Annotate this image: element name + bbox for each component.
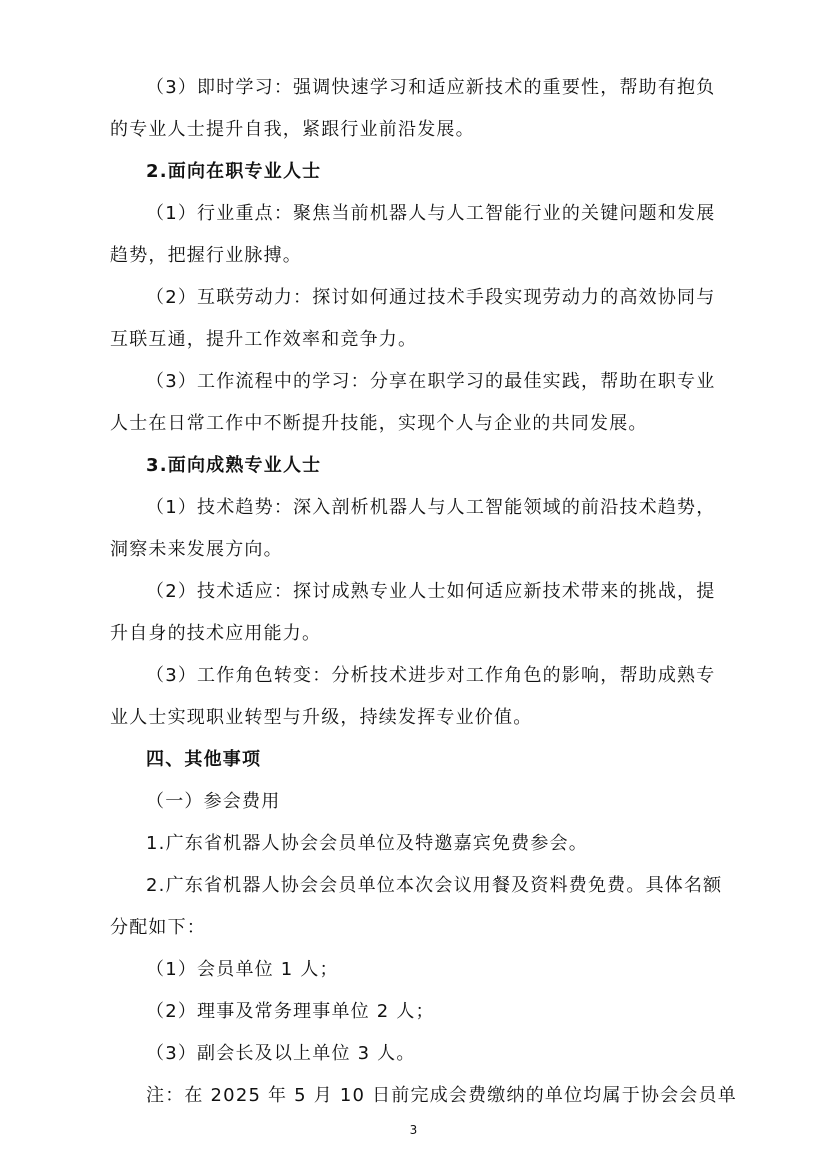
paragraph-line: （3）副会长及以上单位 3 人。 [146, 1043, 416, 1064]
paragraph-line: （一）参会费用 [146, 791, 281, 812]
paragraph-line: （3）工作流程中的学习：分享在职学习的最佳实践，帮助在职专业 [146, 371, 716, 392]
chapter-heading: 四、其他事项 [146, 749, 262, 770]
paragraph-line: 升自身的技术应用能力。 [110, 623, 322, 644]
paragraph-line: （1）会员单位 1 人； [146, 959, 339, 980]
paragraph-line: 分配如下： [110, 917, 206, 938]
paragraph-line: （1）技术趋势：深入剖析机器人与人工智能领域的前沿技术趋势， [146, 497, 716, 518]
paragraph-line: 注：在 2025 年 5 月 10 日前完成会费缴纳的单位均属于协会会员单 [146, 1085, 737, 1106]
section-heading: 2.面向在职专业人士 [146, 161, 322, 182]
page-number: 3 [409, 1123, 418, 1137]
paragraph-line: （3）工作角色转变：分析技术进步对工作角色的影响，帮助成熟专 [146, 665, 716, 686]
paragraph-line: 业人士实现职业转型与升级，持续发挥专业价值。 [110, 707, 533, 728]
paragraph-line: 的专业人士提升自我，紧跟行业前沿发展。 [110, 119, 475, 140]
paragraph-line: 互联互通，提升工作效率和竞争力。 [110, 329, 418, 350]
paragraph-line: （1）行业重点：聚焦当前机器人与人工智能行业的关键问题和发展 [146, 203, 716, 224]
paragraph-line: 趋势，把握行业脉搏。 [110, 245, 302, 266]
paragraph-line: 1.广东省机器人协会会员单位及特邀嘉宾免费参会。 [146, 833, 588, 854]
paragraph-line: （2）互联劳动力：探讨如何通过技术手段实现劳动力的高效协同与 [146, 287, 716, 308]
paragraph-line: （2）技术适应：探讨成熟专业人士如何适应新技术带来的挑战，提 [146, 581, 716, 602]
paragraph-line: 2.广东省机器人协会会员单位本次会议用餐及资料费免费。具体名额 [146, 875, 723, 896]
paragraph-line: （2）理事及常务理事单位 2 人； [146, 1001, 435, 1022]
paragraph-line: （3）即时学习：强调快速学习和适应新技术的重要性，帮助有抱负 [146, 77, 716, 98]
section-heading: 3.面向成熟专业人士 [146, 455, 322, 476]
paragraph-line: 人士在日常工作中不断提升技能，实现个人与企业的共同发展。 [110, 413, 648, 434]
paragraph-line: 洞察未来发展方向。 [110, 539, 283, 560]
